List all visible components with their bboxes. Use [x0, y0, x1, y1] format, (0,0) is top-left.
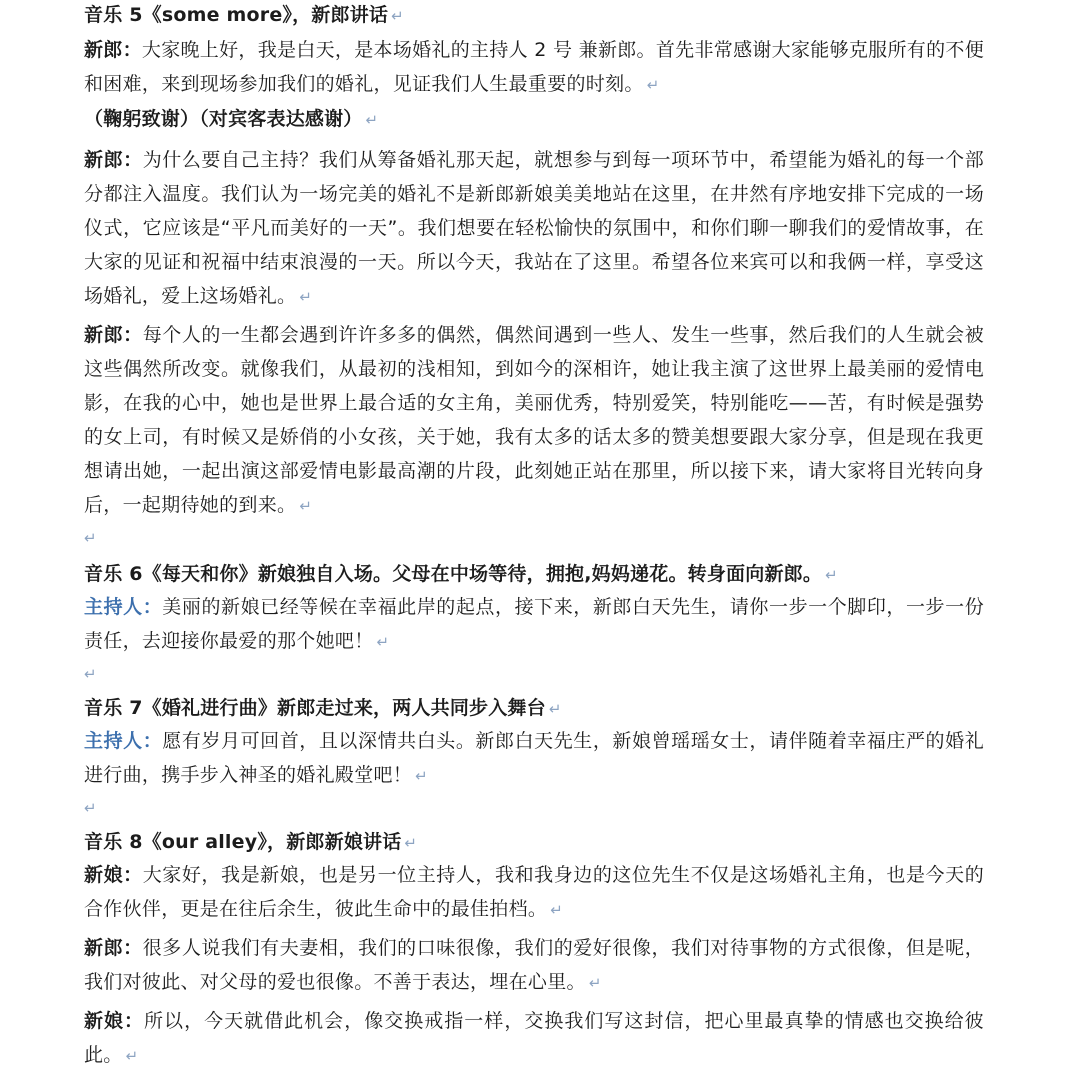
- speech-text: 大家晚上好，我是白天，是本场婚礼的主持人 2 号 兼新郎。首先非常感谢大家能够克服所有的不便和困难，来到现场参加我们的婚礼，见证我们人生最重要的时刻。: [84, 39, 984, 95]
- bow-thanks-heading: [84, 104, 984, 135]
- groom-speech-2: [84, 143, 984, 314]
- paragraph-mark-icon: ↵: [404, 834, 418, 852]
- groom-speech-4: [84, 931, 984, 1000]
- paragraph-mark-icon: ↵: [550, 901, 564, 919]
- speaker-label: 新郎：: [84, 149, 143, 171]
- paragraph-mark-icon: ↵: [825, 566, 838, 584]
- groom-speech-3: [84, 318, 984, 523]
- speech-text: 愿有岁月可回首，且以深情共白头。新郎白天先生，新娘曾瑶瑶女士，请伴随着幸福庄严的婚礼进行曲，携手步入神圣的婚礼殿堂吧！: [84, 730, 985, 786]
- heading-text: 音乐 5《some more》，新郎讲话: [84, 4, 389, 26]
- empty-paragraph-mark: ↵: [84, 799, 97, 817]
- speaker-label: 新郎：: [84, 324, 143, 346]
- paragraph-mark-icon: ↵: [548, 700, 562, 718]
- speech-text: 每个人的一生都会遇到许许多多的偶然，偶然间遇到一些人、发生一些事，然后我们的人生就会被这些偶然所改变。就像我们，从最初的浅相知，到如今的深相许，她让我主演了这世界上最美丽的爱情电影，在我的心中，她也是世界上最合适的女主角，美丽优秀，特别爱笑，特别能吃——苦，有时候是强势的女上司，有时候又是娇俏的小女孩，关于她，我有太多的话太多的赞美想要跟大家分享，但是现在我更想请出她，一起出演这部爱情电影最高潮的片段，此刻她正站在那里，所以接下来，请大家将目光转向身后，一起期待她的到来。: [84, 324, 984, 516]
- music-7-heading: [84, 693, 984, 724]
- speaker-label: 主持人：: [84, 596, 163, 618]
- speech-text: 为什么要自己主持？我们从筹备婚礼那天起，就想参与到每一项环节中，希望能为婚礼的每一个部分都注入温度。我们认为一场完美的婚礼不是新郎新娘美美地站在这里，在井然有序地安排下完成的一场仪式，它应该是“平凡而美好的一天”。我们想要在轻松愉快的氛围中，和你们聊一聊我们的爱情故事，在大家的见证和祝福中结束浪漫的一天。所以今天，我站在了这里。希望各位来宾可以和我俩一样，享受这场婚礼，爱上这场婚礼。: [84, 149, 984, 307]
- heading-text: （鞠躬致谢）（对宾客表达感谢）: [84, 108, 363, 130]
- speaker-label: 新娘：: [84, 864, 143, 886]
- paragraph-mark-icon: ↵: [299, 288, 313, 306]
- bride-speech-1: [84, 858, 984, 927]
- paragraph-mark-icon: ↵: [376, 633, 390, 651]
- empty-paragraph-mark: ↵: [84, 665, 97, 683]
- speaker-label: 主持人：: [84, 730, 163, 752]
- paragraph-mark-icon: ↵: [415, 767, 428, 785]
- music-6-heading: [84, 559, 984, 590]
- host-speech-2: [84, 724, 984, 793]
- paragraph-mark-icon: ↵: [365, 111, 379, 129]
- heading-text: 音乐 8《our alley》，新郎新娘讲话: [84, 831, 402, 853]
- document-page: [84, 0, 984, 1073]
- bride-speech-2: [84, 1004, 984, 1073]
- groom-speech-1: [84, 33, 984, 102]
- heading-text: 音乐 7《婚礼进行曲》新郎走过来，两人共同步入舞台: [84, 697, 546, 719]
- speech-text: 大家好，我是新娘，也是另一位主持人，我和我身边的这位先生不仅是这场婚礼主角，也是今天的合作伙伴，更是在往后余生，彼此生命中的最佳拍档。: [84, 864, 984, 920]
- music-8-heading: [84, 827, 984, 858]
- speaker-label: 新郎：: [84, 39, 142, 61]
- paragraph-mark-icon: ↵: [646, 76, 660, 94]
- paragraph-mark-icon: ↵: [588, 974, 602, 992]
- paragraph-mark-icon: ↵: [391, 7, 404, 25]
- paragraph-mark-icon: ↵: [299, 497, 313, 515]
- empty-paragraph-mark: ↵: [84, 529, 97, 547]
- paragraph-mark-icon: ↵: [125, 1047, 139, 1065]
- speaker-label: 新郎：: [84, 937, 143, 959]
- music-5-heading: [84, 0, 984, 31]
- speech-text: 很多人说我们有夫妻相，我们的口味很像，我们的爱好很像，我们对待事物的方式很像，但是呢，我们对彼此、对父母的爱也很像。不善于表达，埋在心里。: [84, 937, 984, 993]
- speech-text: 美丽的新娘已经等候在幸福此岸的起点，接下来，新郎白天先生，请你一步一个脚印，一步一份责任，去迎接你最爱的那个她吧！: [84, 596, 985, 652]
- speech-text: 所以，今天就借此机会，像交换戒指一样，交换我们写这封信，把心里最真挚的情感也交换给彼此。: [84, 1010, 984, 1066]
- speaker-label: 新娘：: [84, 1010, 145, 1032]
- host-speech-1: [84, 590, 984, 659]
- heading-text: 音乐 6《每天和你》新娘独自入场。父母在中场等待，拥抱,妈妈递花。转身面向新郎。: [84, 563, 823, 585]
